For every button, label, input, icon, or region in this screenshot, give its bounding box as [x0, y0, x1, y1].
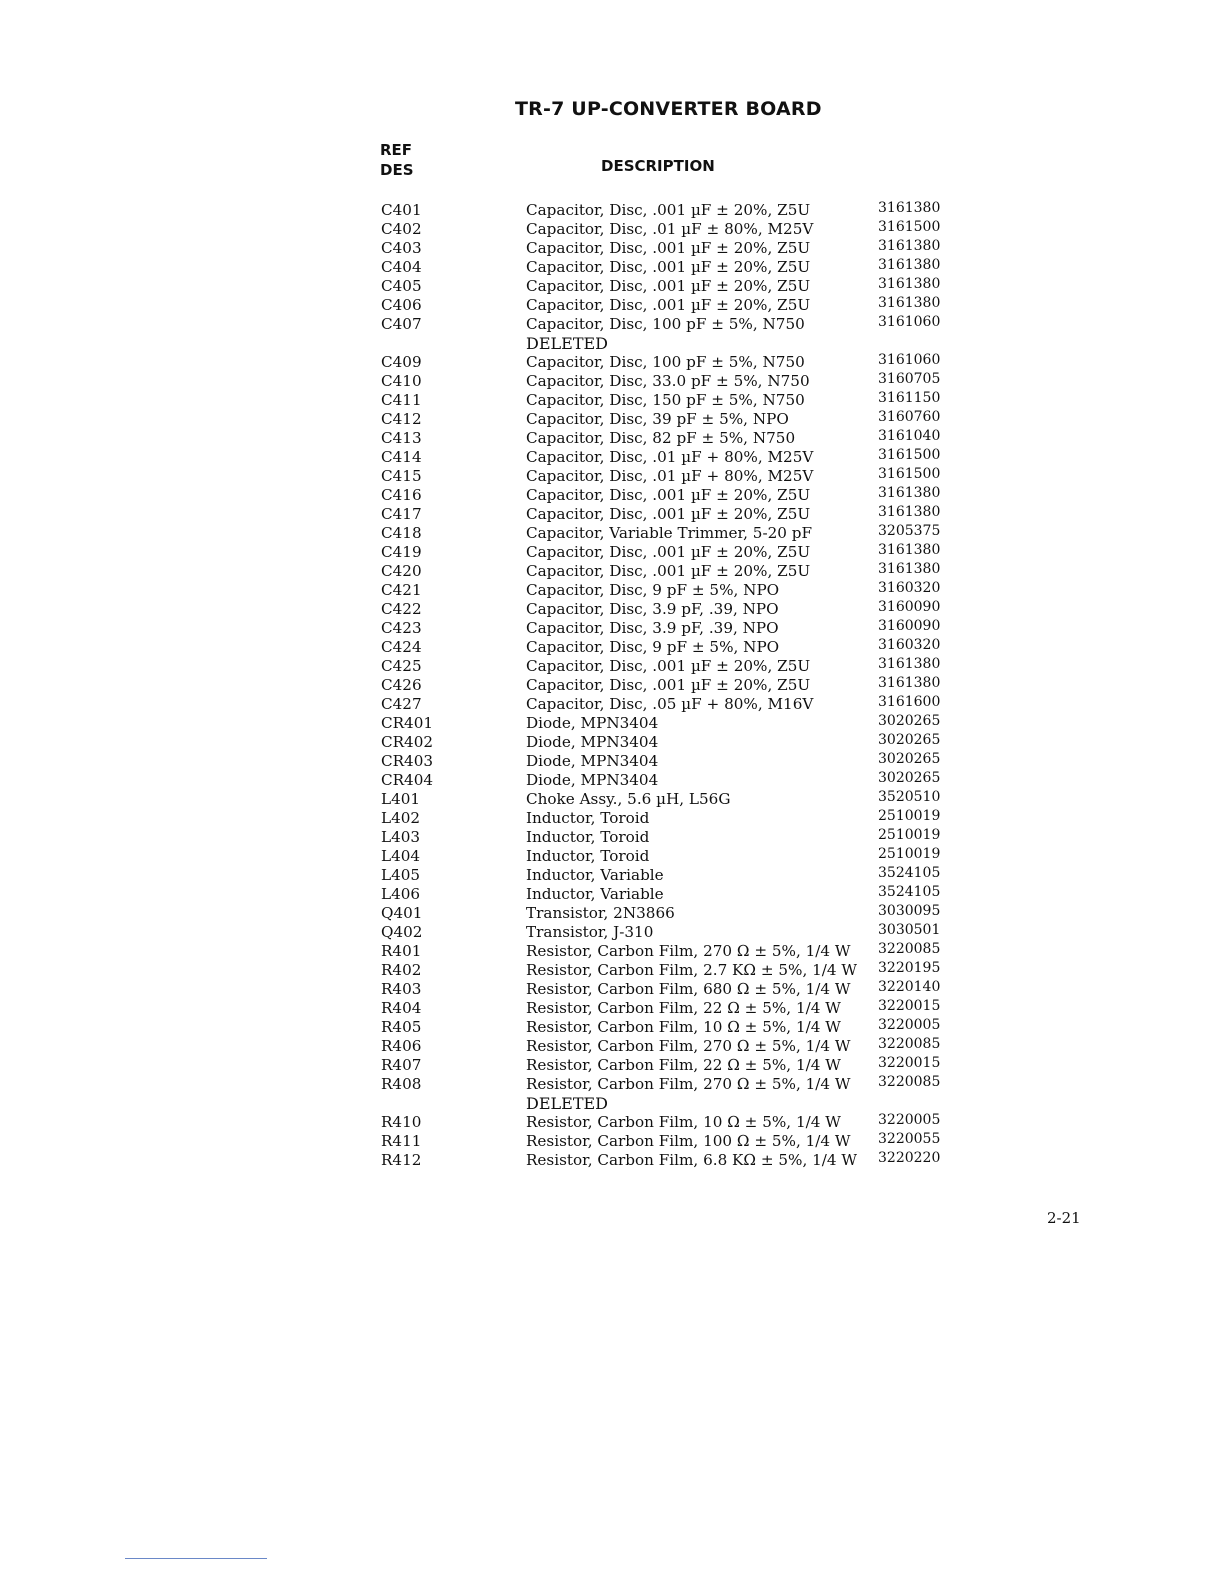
list-item [381, 391, 961, 410]
list-item [381, 543, 961, 562]
list-item [381, 676, 961, 695]
part-number: 3205375 [878, 523, 941, 539]
part-description: Resistor, Carbon Film, 680 Ω ± 5%, 1/4 W [526, 980, 851, 998]
part-description: Transistor, 2N3866 [526, 904, 675, 922]
description-header: DESCRIPTION [601, 157, 715, 175]
part-number: 3161060 [878, 352, 941, 368]
ref-designator: C406 [381, 296, 422, 314]
part-number: 3161500 [878, 447, 941, 463]
ref-designator: C419 [381, 543, 422, 561]
part-description: Resistor, Carbon Film, 2.7 KΩ ± 5%, 1/4 W [526, 961, 858, 979]
part-description: Resistor, Carbon Film, 270 Ω ± 5%, 1/4 W [526, 1075, 851, 1093]
part-number: 3520510 [878, 789, 941, 805]
part-number: 3161380 [878, 675, 941, 691]
part-description: Capacitor, Disc, .001 µF ± 20%, Z5U [526, 657, 811, 675]
list-item [381, 524, 961, 543]
ref-designator: L406 [381, 885, 421, 903]
part-number: 3220220 [878, 1150, 941, 1166]
list-item [381, 353, 961, 372]
part-description: Capacitor, Disc, 9 pF ± 5%, NPO [526, 581, 780, 599]
ref-designator: R408 [381, 1075, 422, 1093]
part-description: Resistor, Carbon Film, 10 Ω ± 5%, 1/4 W [526, 1018, 841, 1036]
ref-designator: CR401 [381, 714, 434, 732]
list-item [381, 315, 961, 334]
list-item [381, 258, 961, 277]
part-description: Capacitor, Disc, 3.9 pF, .39, NPO [526, 600, 779, 618]
part-number: 3020265 [878, 732, 941, 748]
ref-designator: R412 [381, 1151, 422, 1169]
part-number: 3160760 [878, 409, 941, 425]
ref-designator: CR403 [381, 752, 434, 770]
part-description: Capacitor, Disc, .05 µF + 80%, M16V [526, 695, 814, 713]
list-item [381, 999, 961, 1018]
ref-designator: CR402 [381, 733, 434, 751]
part-number: 3220085 [878, 1036, 941, 1052]
list-item [381, 372, 961, 391]
list-item [381, 296, 961, 315]
ref-designator: R407 [381, 1056, 422, 1074]
ref-designator: C422 [381, 600, 422, 618]
part-number: 3161380 [878, 485, 941, 501]
ref-designator: C418 [381, 524, 422, 542]
part-number: 3161380 [878, 561, 941, 577]
list-item [381, 486, 961, 505]
list-item [381, 1094, 961, 1113]
list-item [381, 733, 961, 752]
part-description: Capacitor, Disc, .001 µF ± 20%, Z5U [526, 201, 811, 219]
part-number: 3220005 [878, 1017, 941, 1033]
part-description: Capacitor, Disc, 100 pF ± 5%, N750 [526, 315, 805, 333]
part-description: Capacitor, Disc, .01 µF + 80%, M25V [526, 467, 814, 485]
ref-designator: C401 [381, 201, 422, 219]
ref-designator: C420 [381, 562, 422, 580]
part-number: 2510019 [878, 827, 941, 843]
ref-designator: CR404 [381, 771, 434, 789]
list-item [381, 771, 961, 790]
part-number: 3030095 [878, 903, 941, 919]
part-number: 3524105 [878, 865, 941, 881]
part-description: Choke Assy., 5.6 µH, L56G [526, 790, 731, 808]
list-item [381, 220, 961, 239]
part-description: Diode, MPN3404 [526, 752, 659, 770]
part-description: Capacitor, Disc, .001 µF ± 20%, Z5U [526, 296, 811, 314]
list-item [381, 809, 961, 828]
ref-designator: R411 [381, 1132, 422, 1150]
part-number: 3020265 [878, 751, 941, 767]
part-number: 3160090 [878, 618, 941, 634]
list-item [381, 847, 961, 866]
part-number: 3220140 [878, 979, 941, 995]
list-item [381, 866, 961, 885]
part-description: Resistor, Carbon Film, 22 Ω ± 5%, 1/4 W [526, 999, 841, 1017]
ref-designator: R405 [381, 1018, 422, 1036]
page-number: 2-21 [1047, 1209, 1081, 1227]
part-number: 3160090 [878, 599, 941, 615]
part-description: Inductor, Toroid [526, 828, 650, 846]
part-number: 3220085 [878, 941, 941, 957]
part-number: 3020265 [878, 770, 941, 786]
part-description: Resistor, Carbon Film, 22 Ω ± 5%, 1/4 W [526, 1056, 841, 1074]
ref-designator: C412 [381, 410, 422, 428]
part-number: 3220005 [878, 1112, 941, 1128]
part-description: Capacitor, Disc, 82 pF ± 5%, N750 [526, 429, 796, 447]
list-item [381, 714, 961, 733]
part-description: Inductor, Variable [526, 885, 664, 903]
ref-designator: C403 [381, 239, 422, 257]
part-description: Capacitor, Disc, .001 µF ± 20%, Z5U [526, 486, 811, 504]
ref-designator: C416 [381, 486, 422, 504]
list-item [381, 201, 961, 220]
part-description: Capacitor, Disc, .001 µF ± 20%, Z5U [526, 505, 811, 523]
ref-designator: C410 [381, 372, 422, 390]
ref-designator: C423 [381, 619, 422, 637]
list-item [381, 562, 961, 581]
part-description: Resistor, Carbon Film, 100 Ω ± 5%, 1/4 W [526, 1132, 851, 1150]
list-item [381, 429, 961, 448]
part-description: Capacitor, Disc, 39 pF ± 5%, NPO [526, 410, 789, 428]
part-number: 3161380 [878, 276, 941, 292]
ref-designator: C417 [381, 505, 422, 523]
ref-designator: C421 [381, 581, 422, 599]
part-description: Capacitor, Disc, 9 pF ± 5%, NPO [526, 638, 780, 656]
list-item [381, 619, 961, 638]
part-description: Diode, MPN3404 [526, 714, 659, 732]
part-description: Capacitor, Disc, .001 µF ± 20%, Z5U [526, 562, 811, 580]
part-number: 3160705 [878, 371, 941, 387]
ref-designator: L402 [381, 809, 421, 827]
list-item [381, 1113, 961, 1132]
ref-designator: C404 [381, 258, 422, 276]
parts-list [381, 201, 961, 1170]
ref-designator: R401 [381, 942, 422, 960]
part-number: 3161380 [878, 200, 941, 216]
part-number: 3161150 [878, 390, 941, 406]
part-number: 2510019 [878, 846, 941, 862]
list-item [381, 277, 961, 296]
ref-designator: C413 [381, 429, 422, 447]
ref-designator: C425 [381, 657, 422, 675]
ref-designator: R404 [381, 999, 422, 1017]
part-number: 3161500 [878, 466, 941, 482]
ref-des-header [380, 140, 414, 180]
ref-designator: C424 [381, 638, 422, 656]
ref-designator: C405 [381, 277, 422, 295]
ref-designator: C411 [381, 391, 422, 409]
part-description: Capacitor, Disc, .001 µF ± 20%, Z5U [526, 258, 811, 276]
ref-designator: L401 [381, 790, 421, 808]
part-number: 3030501 [878, 922, 941, 938]
part-description: Diode, MPN3404 [526, 733, 659, 751]
list-item [381, 334, 961, 353]
part-description: Resistor, Carbon Film, 270 Ω ± 5%, 1/4 W [526, 1037, 851, 1055]
footer-rule [125, 1558, 267, 1559]
part-number: 3161600 [878, 694, 941, 710]
ref-designator: C414 [381, 448, 422, 466]
part-description: Capacitor, Disc, 33.0 pF ± 5%, N750 [526, 372, 810, 390]
ref-designator: C426 [381, 676, 422, 694]
ref-designator: C415 [381, 467, 422, 485]
part-number: 3020265 [878, 713, 941, 729]
list-item [381, 657, 961, 676]
page-title: TR-7 UP-CONVERTER BOARD [515, 98, 822, 120]
part-description: Capacitor, Disc, 3.9 pF, .39, NPO [526, 619, 779, 637]
list-item [381, 885, 961, 904]
list-item [381, 448, 961, 467]
list-item [381, 410, 961, 429]
part-description: DELETED [526, 1094, 608, 1113]
list-item [381, 942, 961, 961]
part-number: 2510019 [878, 808, 941, 824]
part-description: Inductor, Variable [526, 866, 664, 884]
part-number: 3161380 [878, 656, 941, 672]
part-number: 3161040 [878, 428, 941, 444]
ref-designator: R410 [381, 1113, 422, 1131]
list-item [381, 695, 961, 714]
list-item [381, 1151, 961, 1170]
list-item [381, 1056, 961, 1075]
part-number: 3220085 [878, 1074, 941, 1090]
part-number: 3161380 [878, 295, 941, 311]
part-number: 3161060 [878, 314, 941, 330]
ref-designator: R402 [381, 961, 422, 979]
list-item [381, 239, 961, 258]
part-description: Capacitor, Disc, .001 µF ± 20%, Z5U [526, 676, 811, 694]
ref-designator: R406 [381, 1037, 422, 1055]
list-item [381, 961, 961, 980]
list-item [381, 980, 961, 999]
ref-header-line1: REF [380, 141, 413, 159]
part-number: 3220015 [878, 1055, 941, 1071]
list-item [381, 790, 961, 809]
part-description: Inductor, Toroid [526, 847, 650, 865]
part-number: 3524105 [878, 884, 941, 900]
part-description: Capacitor, Disc, .01 µF ± 80%, M25V [526, 220, 814, 238]
part-number: 3161380 [878, 257, 941, 273]
part-description: Resistor, Carbon Film, 6.8 KΩ ± 5%, 1/4 W [526, 1151, 858, 1169]
list-item [381, 1075, 961, 1094]
ref-header-line2: DES [380, 161, 414, 179]
part-description: Capacitor, Disc, .001 µF ± 20%, Z5U [526, 543, 811, 561]
ref-designator: Q401 [381, 904, 423, 922]
part-description: Capacitor, Disc, .001 µF ± 20%, Z5U [526, 277, 811, 295]
part-description: Capacitor, Disc, 100 pF ± 5%, N750 [526, 353, 805, 371]
part-number: 3160320 [878, 637, 941, 653]
part-number: 3161500 [878, 219, 941, 235]
part-description: DELETED [526, 334, 608, 353]
part-description: Inductor, Toroid [526, 809, 650, 827]
list-item [381, 1018, 961, 1037]
ref-designator: C409 [381, 353, 422, 371]
part-description: Capacitor, Variable Trimmer, 5-20 pF [526, 524, 812, 542]
ref-designator: Q402 [381, 923, 423, 941]
list-item [381, 600, 961, 619]
part-description: Capacitor, Disc, 150 pF ± 5%, N750 [526, 391, 805, 409]
part-number: 3161380 [878, 504, 941, 520]
part-number: 3220015 [878, 998, 941, 1014]
ref-designator: C407 [381, 315, 422, 333]
part-description: Resistor, Carbon Film, 270 Ω ± 5%, 1/4 W [526, 942, 851, 960]
list-item [381, 752, 961, 771]
part-description: Capacitor, Disc, .001 µF ± 20%, Z5U [526, 239, 811, 257]
list-item [381, 1037, 961, 1056]
part-number: 3220195 [878, 960, 941, 976]
list-item [381, 467, 961, 486]
part-description: Transistor, J-310 [526, 923, 654, 941]
list-item [381, 505, 961, 524]
list-item [381, 638, 961, 657]
part-number: 3160320 [878, 580, 941, 596]
ref-designator: L405 [381, 866, 421, 884]
part-description: Resistor, Carbon Film, 10 Ω ± 5%, 1/4 W [526, 1113, 841, 1131]
part-description: Capacitor, Disc, .01 µF + 80%, M25V [526, 448, 814, 466]
part-number: 3161380 [878, 542, 941, 558]
list-item [381, 1132, 961, 1151]
part-number: 3161380 [878, 238, 941, 254]
ref-designator: R403 [381, 980, 422, 998]
ref-designator: C427 [381, 695, 422, 713]
ref-designator: L403 [381, 828, 421, 846]
list-item [381, 581, 961, 600]
list-item [381, 828, 961, 847]
list-item [381, 904, 961, 923]
list-item [381, 923, 961, 942]
part-description: Diode, MPN3404 [526, 771, 659, 789]
ref-designator: C402 [381, 220, 422, 238]
part-number: 3220055 [878, 1131, 941, 1147]
ref-designator: L404 [381, 847, 421, 865]
